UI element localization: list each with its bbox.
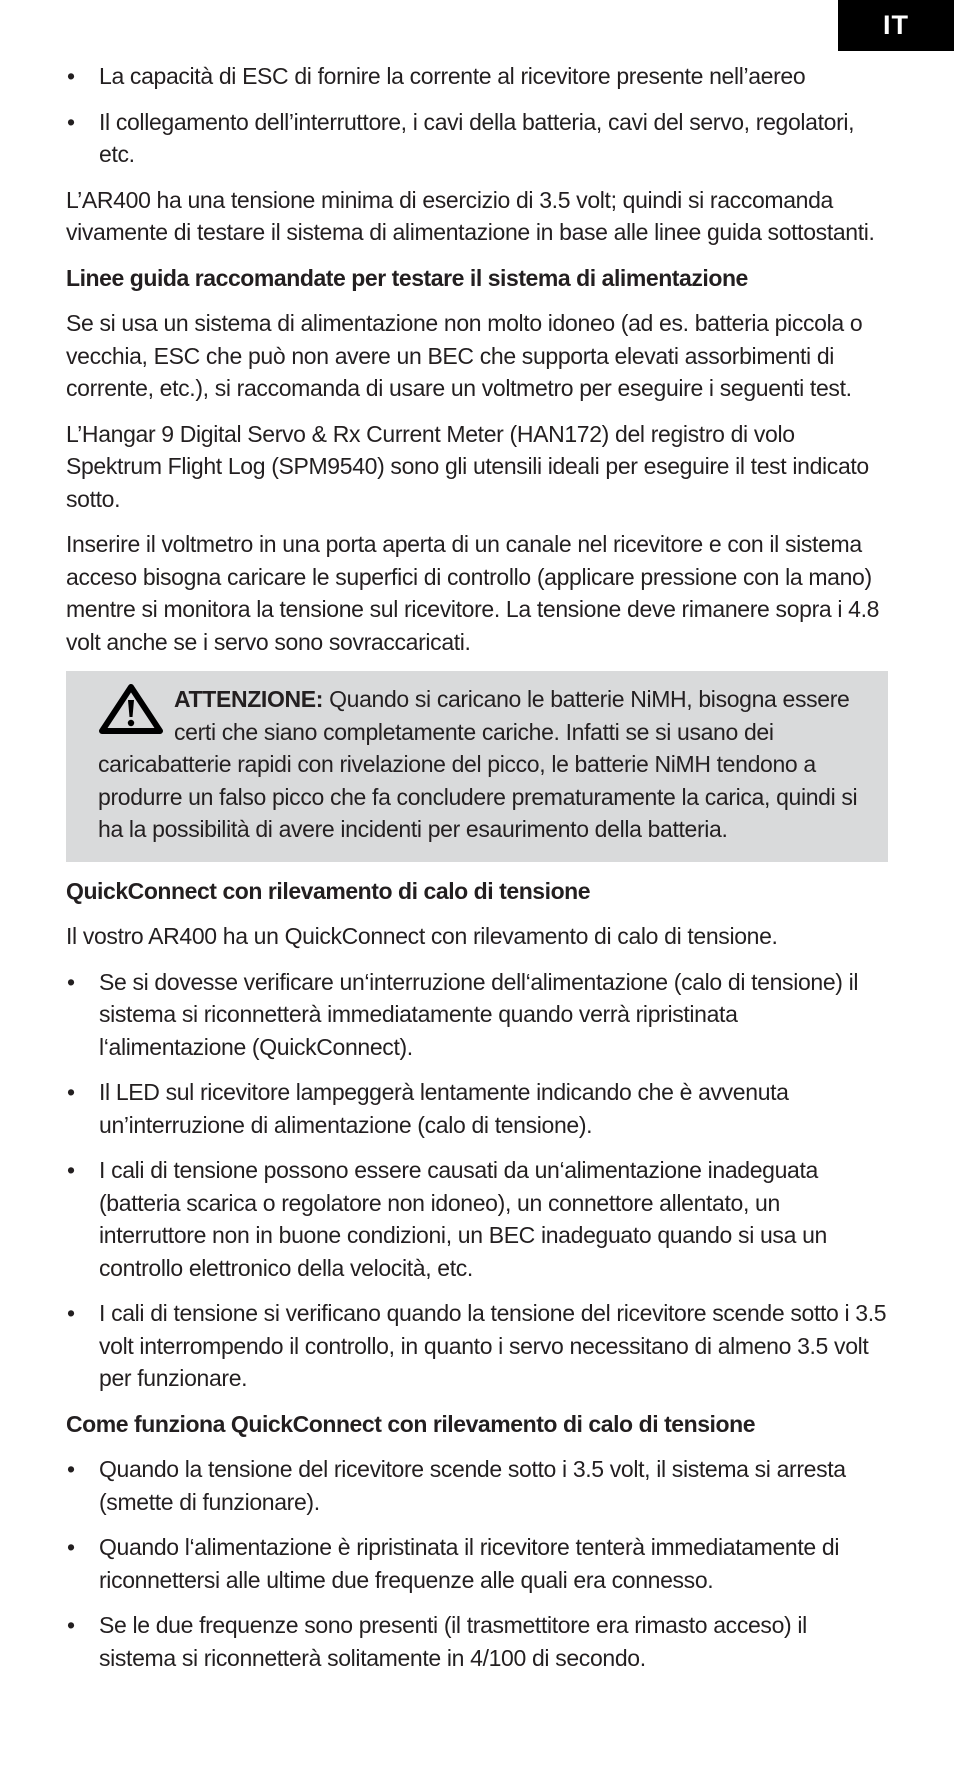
paragraph: Inserire il voltmetro in una porta aperta di un canale nel ricevitore e con il sistema acceso bisogna caricare le superfici di controllo (applicare pressione con la mano) mentre si monitora la tensione sul ricevitore. La tensione deve rimanere sopra i 4.8 volt anche se i servo sono sovraccaricati. xyxy=(66,531,880,655)
paragraph: L’Hangar 9 Digital Servo & Rx Current Meter (HAN172) del registro di volo Spektrum Flight Log (SPM9540) sono gli utensili ideali per eseguire il test indicato sotto. xyxy=(66,420,869,512)
intro-bullet-list xyxy=(66,60,888,171)
section-heading-power-test: Linee guida raccomandate per testare il sistema di alimentazione xyxy=(66,264,748,291)
page-content xyxy=(66,60,888,1687)
paragraph: Se si usa un sistema di alimentazione non molto idoneo (ad es. batteria piccola o vecchia, ESC che può non avere un BEC che supporta elevati assorbimenti di corrente, etc.), si raccomanda di usare un voltmetro per eseguire i seguenti test. xyxy=(66,310,863,401)
list-item: • Quando l‘alimentazione è ripristinata il ricevitore tenterà immediatamente di riconnettersi alle ultime due frequenze alle quali era connesso. xyxy=(66,1531,888,1596)
paragraph: Il vostro AR400 ha un QuickConnect con rilevamento di calo di tensione. xyxy=(66,923,778,949)
list-item: • Quando la tensione del ricevitore scende sotto i 3.5 volt, il sistema si arresta (smette di funzionare). xyxy=(66,1453,888,1518)
list-item: • Se si dovesse verificare un‘interruzione dell‘alimentazione (calo di tensione) il sistema si riconnetterà immediatamente quando verrà ripristinata l‘alimentazione (QuickConnect). xyxy=(66,966,888,1064)
warning-label: ATTENZIONE: xyxy=(174,686,324,712)
section-heading-how-quickconnect-works: Come funziona QuickConnect con rilevamento di calo di tensione xyxy=(66,1410,756,1437)
warning-triangle-icon xyxy=(98,683,168,735)
list-item: • I cali di tensione possono essere causati da un‘alimentazione inadeguata (batteria scarica o regolatore non idoneo), un connettore allentato, un interruttore non in buone condizioni, un BEC inadeguato quando si usa un controllo elettronico della velocità, etc. xyxy=(66,1154,888,1284)
how-it-works-bullet-list xyxy=(66,1453,888,1674)
section-heading-quickconnect: QuickConnect con rilevamento di calo di tensione xyxy=(66,877,591,904)
list-item: • Il LED sul ricevitore lampeggerà lentamente indicando che è avvenuta un’interruzione di alimentazione (calo di tensione). xyxy=(66,1076,888,1141)
list-item: • Se le due frequenze sono presenti (il trasmettitore era rimasto acceso) il sistema si riconnetterà solitamente in 4/100 di secondo. xyxy=(66,1609,888,1674)
list-item: • La capacità di ESC di fornire la corrente al ricevitore presente nell’aereo xyxy=(66,60,888,93)
warning-text: Quando si caricano le batterie NiMH, bisogna essere certi che siano completamente cariche. Infatti se si usano dei caricabatterie rapidi con rivelazione del picco, le batterie NiMH tendono a produrre un falso picco che fa concludere prematuramente la carica, quindi si ha la possibilità di avere incidenti per esaurimento della batteria. xyxy=(98,686,858,842)
list-item: • Il collegamento dell’interruttore, i cavi della batteria, cavi del servo, regolatori, etc. xyxy=(66,106,888,171)
intro-paragraph: L’AR400 ha una tensione minima di esercizio di 3.5 volt; quindi si raccomanda vivamente di testare il sistema di alimentazione in base alle linee guida sottostanti. xyxy=(66,186,875,245)
list-item: • I cali di tensione si verificano quando la tensione del ricevitore scende sotto i 3.5 volt interrompendo il controllo, in quanto i servo necessitano di almeno 3.5 volt per funzionare. xyxy=(66,1297,888,1395)
language-tab: IT xyxy=(838,0,954,51)
warning-box xyxy=(66,671,888,862)
quickconnect-bullet-list xyxy=(66,966,888,1395)
